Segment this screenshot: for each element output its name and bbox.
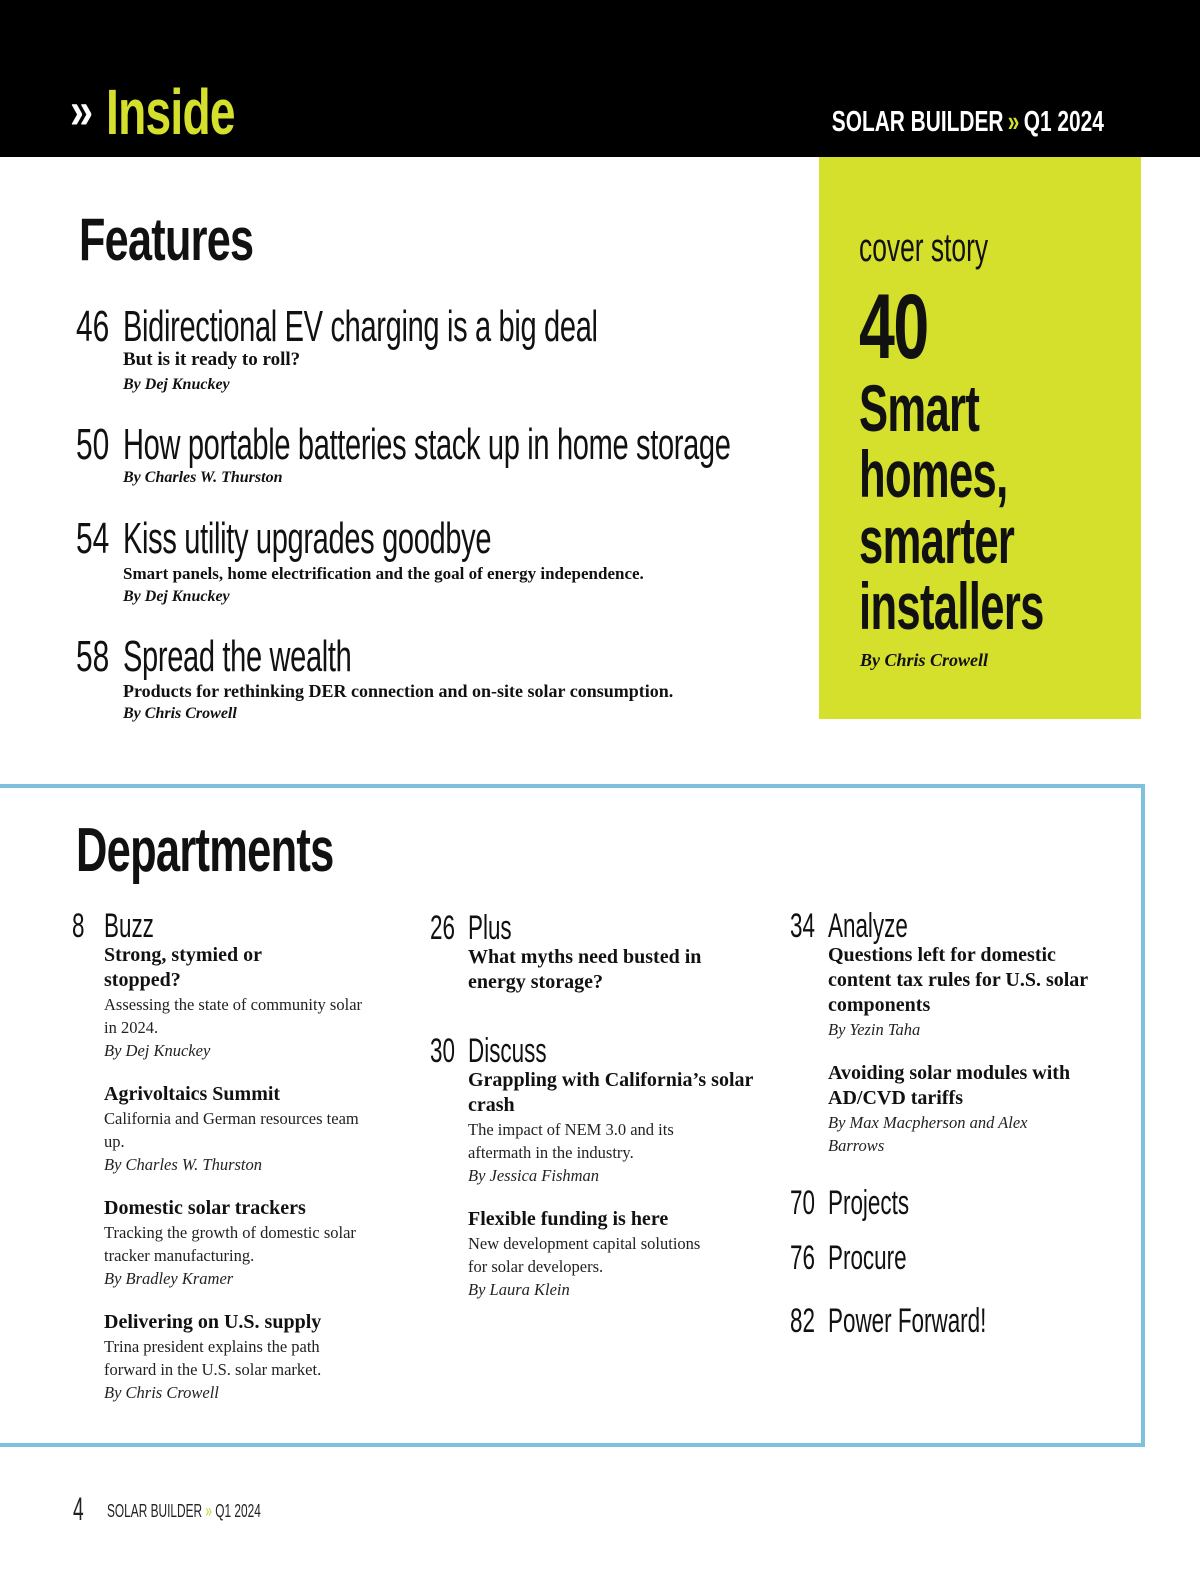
article-item[interactable] xyxy=(828,1061,1118,1157)
department-page-number: 26 xyxy=(430,909,455,947)
department-page-number: 8 xyxy=(72,907,85,945)
feature-subtitle: Smart panels, home electrification and the goal of energy independence. xyxy=(123,564,644,583)
article-description: California and German resources team up. xyxy=(104,1109,359,1151)
article-description: Assessing the state of community solar in 2024. xyxy=(104,995,363,1037)
article-title: Questions left for domestic content tax rules for U.S. solar components xyxy=(828,944,1088,1016)
feature-title[interactable]: Bidirectional EV charging is a big deal xyxy=(123,302,598,351)
article-byline: By Bradley Kramer xyxy=(104,1269,234,1288)
department-name: Plus xyxy=(468,909,512,947)
article-byline: By Dej Knuckey xyxy=(104,1041,211,1060)
department-name: Analyze xyxy=(828,907,908,945)
feature-subtitle: But is it ready to roll? xyxy=(123,349,301,370)
department-name: Procure xyxy=(828,1239,907,1277)
issue-label: Q1 2024 xyxy=(215,1501,261,1521)
department-page-number: 70 xyxy=(790,1184,815,1222)
department-page-number: 76 xyxy=(790,1239,815,1277)
separator: » xyxy=(205,1501,212,1521)
section-title: Inside xyxy=(106,76,235,148)
features-heading: Features xyxy=(79,206,254,273)
cover-story-panel[interactable] xyxy=(819,157,1141,719)
article-description: Trina president explains the path forward in the U.S. solar market. xyxy=(104,1337,322,1379)
article-byline: By Chris Crowell xyxy=(104,1383,219,1402)
article-title: Delivering on U.S. supply xyxy=(104,1311,322,1333)
cover-story-title-line: Smart xyxy=(859,371,980,445)
article-title: Grappling with California’s solar crash xyxy=(468,1069,754,1116)
cover-story-title-line: homes, xyxy=(859,437,1008,511)
feature-page-number: 50 xyxy=(76,420,110,469)
header-bar xyxy=(0,0,1200,157)
departments-heading: Departments xyxy=(76,816,334,885)
article-title: Domestic solar trackers xyxy=(104,1197,306,1219)
feature-page-number: 54 xyxy=(76,514,110,563)
article-description: New development capital solutions for solar developers. xyxy=(468,1234,701,1276)
article-title: Avoiding solar modules with AD/CVD tariffs xyxy=(828,1062,1071,1109)
feature-title[interactable]: Spread the wealth xyxy=(123,632,352,681)
chevron-icon: » xyxy=(70,82,94,140)
feature-subtitle: Products for rethinking DER connection and on-site solar consumption. xyxy=(123,681,674,701)
article-title: What myths need busted in energy storage? xyxy=(468,946,702,993)
article-item[interactable] xyxy=(104,1082,394,1176)
article-item[interactable] xyxy=(468,945,768,995)
feature-byline: By Dej Knuckey xyxy=(123,376,230,393)
department-page-number: 34 xyxy=(790,907,815,945)
article-title: Agrivoltaics Summit xyxy=(104,1083,281,1105)
article-item[interactable] xyxy=(104,1310,394,1404)
feature-byline: By Charles W. Thurston xyxy=(123,469,283,486)
separator: » xyxy=(1007,106,1020,138)
page-number: 4 xyxy=(73,1491,84,1527)
article-item[interactable] xyxy=(468,1207,768,1301)
article-byline: By Yezin Taha xyxy=(828,1020,921,1039)
feature-page-number: 58 xyxy=(76,632,110,681)
article-byline: By Laura Klein xyxy=(468,1280,570,1299)
cover-story-kicker: cover story xyxy=(859,226,989,270)
feature-page-number: 46 xyxy=(76,302,110,351)
article-item[interactable] xyxy=(828,943,1118,1041)
article-item[interactable] xyxy=(104,1196,394,1290)
article-description: Tracking the growth of domestic solar tracker manufacturing. xyxy=(104,1223,356,1265)
magazine-name: SOLAR BUILDER xyxy=(831,106,1004,138)
feature-title[interactable]: How portable batteries stack up in home storage xyxy=(123,420,731,469)
header-magazine-info xyxy=(726,106,1104,138)
feature-byline: By Dej Knuckey xyxy=(123,588,230,605)
article-byline: By Charles W. Thurston xyxy=(104,1155,262,1174)
department-page-number: 82 xyxy=(790,1302,815,1340)
department-name: Discuss xyxy=(468,1032,547,1070)
issue-label: Q1 2024 xyxy=(1023,106,1104,138)
cover-story-title-line: installers xyxy=(859,569,1044,643)
cover-story-byline: By Chris Crowell xyxy=(860,650,989,670)
department-page-number: 30 xyxy=(430,1032,455,1070)
feature-title[interactable]: Kiss utility upgrades goodbye xyxy=(123,514,492,563)
article-title: Strong, stymied or stopped? xyxy=(104,944,262,991)
article-byline: By Max Macpherson and Alex Barrows xyxy=(828,1113,1028,1155)
article-byline: By Jessica Fishman xyxy=(468,1166,600,1185)
magazine-name: SOLAR BUILDER xyxy=(107,1501,203,1521)
cover-story-page-number: 40 xyxy=(859,276,928,378)
department-name: Buzz xyxy=(104,907,154,945)
article-title: Flexible funding is here xyxy=(468,1208,669,1230)
article-item[interactable] xyxy=(104,943,394,1062)
article-item[interactable] xyxy=(468,1068,768,1187)
department-name: Projects xyxy=(828,1184,910,1222)
article-description: The impact of NEM 3.0 and its aftermath in the industry. xyxy=(468,1120,674,1162)
feature-byline: By Chris Crowell xyxy=(123,705,237,722)
cover-story-title-line: smarter xyxy=(859,503,1015,577)
footer-magazine-info xyxy=(107,1501,261,1521)
department-name: Power Forward! xyxy=(828,1302,987,1340)
